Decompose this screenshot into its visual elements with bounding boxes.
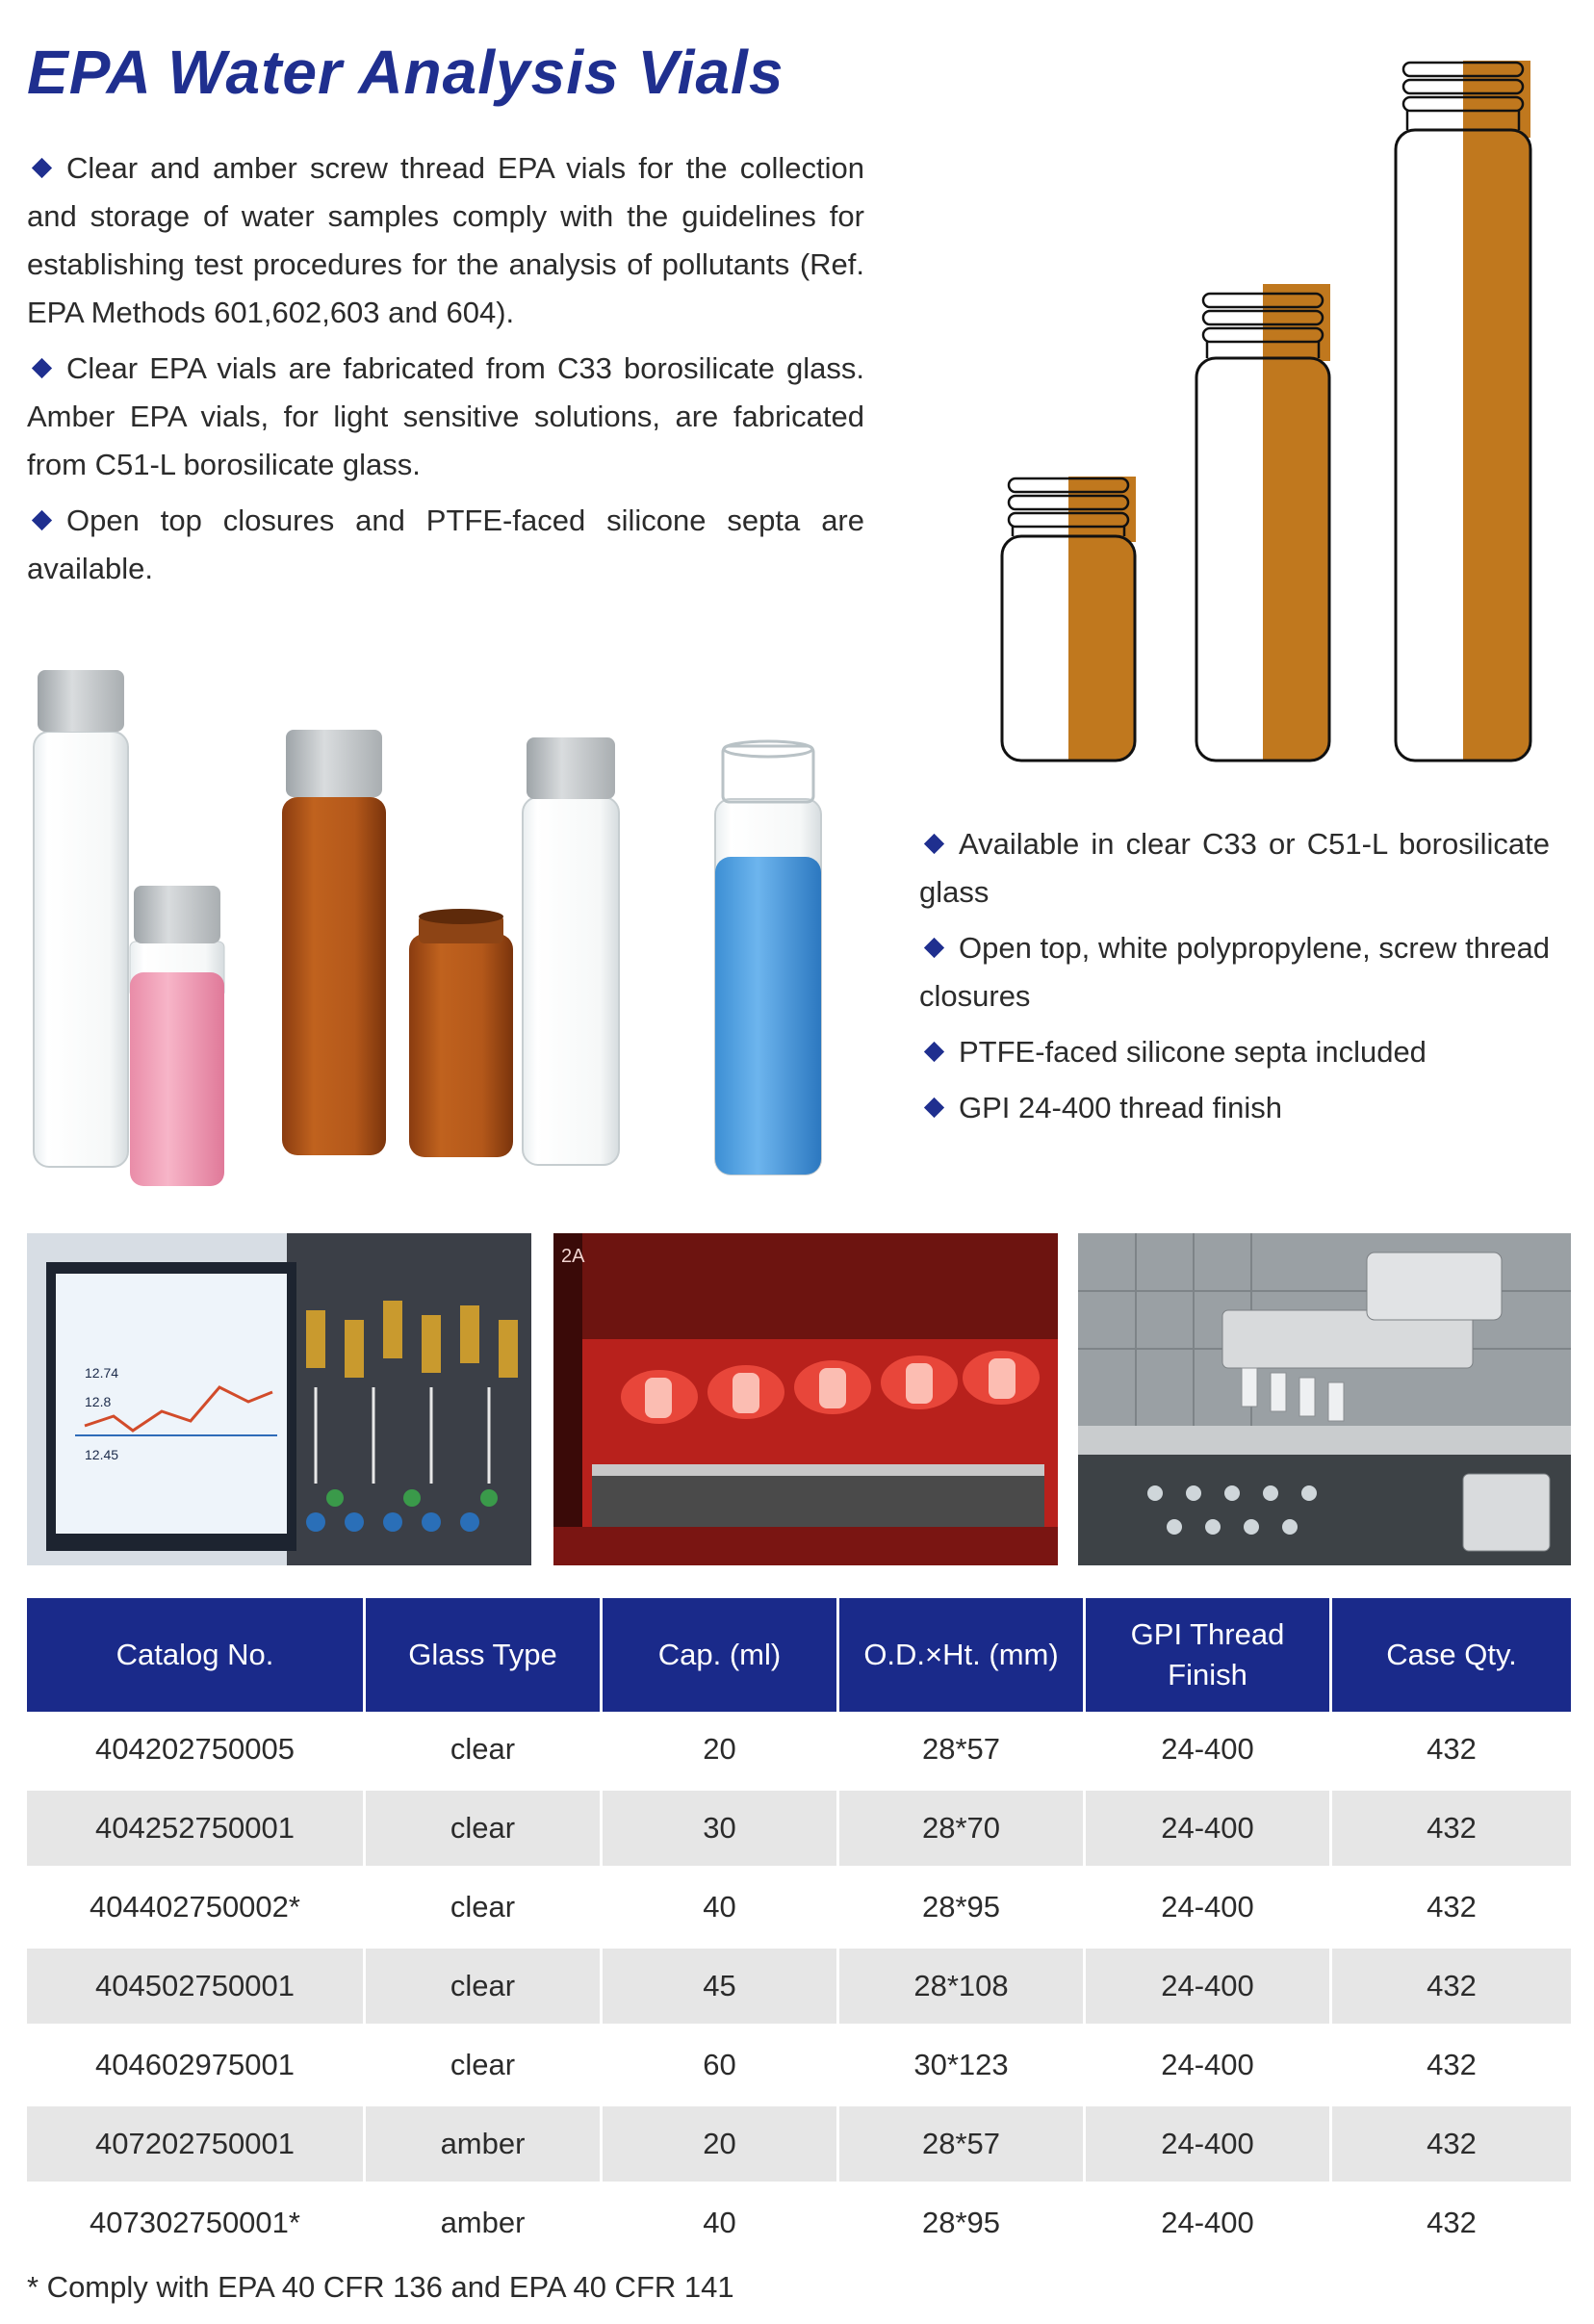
vial-outline-small — [1002, 477, 1136, 761]
vial-outline-large — [1396, 61, 1530, 761]
column-header-thread-finish: GPI Thread Finish — [1086, 1598, 1332, 1712]
spec-table — [27, 1598, 1571, 2264]
feature-bullet-text: Open top, white polypropylene, screw thread closures — [919, 931, 1550, 1013]
diamond-bullet-icon — [32, 158, 52, 178]
screen-label: 12.8 — [85, 1394, 112, 1409]
diamond-bullet-icon — [924, 1042, 944, 1062]
cell-capacity: 45 — [603, 1949, 839, 2027]
amber-vial-small — [409, 909, 513, 1157]
cell-glass-type: clear — [366, 1712, 603, 1791]
cell-capacity: 30 — [603, 1791, 839, 1870]
cell-catalog: 404202750005 — [27, 1712, 366, 1791]
intro-bullet — [27, 144, 864, 337]
column-header-glass-type: Glass Type — [366, 1598, 603, 1712]
screen-label: 12.74 — [85, 1365, 119, 1381]
diamond-bullet-icon — [32, 510, 52, 530]
cell-dimensions: 28*108 — [839, 1949, 1086, 2027]
amber-vial-tall — [282, 730, 386, 1155]
table-row — [27, 1949, 1571, 2027]
cell-dimensions: 28*95 — [839, 2185, 1086, 2264]
diamond-bullet-icon — [924, 834, 944, 854]
intro-bullet-text: Clear EPA vials are fabricated from C33 borosilicate glass. Amber EPA vials, for light sensitive solutions, are fabricated from C51-L borosilicate glass. — [27, 351, 864, 481]
cell-thread-finish: 24-400 — [1086, 1712, 1332, 1791]
cell-glass-type: amber — [366, 2185, 603, 2264]
cell-case-qty: 432 — [1332, 2027, 1571, 2106]
factory-photo-red-inspection — [553, 1233, 1058, 1565]
cell-thread-finish: 24-400 — [1086, 2106, 1332, 2185]
table-row — [27, 2106, 1571, 2185]
cell-case-qty: 432 — [1332, 1949, 1571, 2027]
intro-bullet — [27, 497, 864, 593]
cell-catalog: 407302750001* — [27, 2185, 366, 2264]
cell-dimensions: 28*57 — [839, 2106, 1086, 2185]
cell-catalog: 404602975001 — [27, 2027, 366, 2106]
cell-catalog: 404502750001 — [27, 1949, 366, 2027]
intro-bullet — [27, 345, 864, 489]
cell-capacity: 60 — [603, 2027, 839, 2106]
diamond-bullet-icon — [32, 358, 52, 378]
cell-capacity: 40 — [603, 1870, 839, 1949]
cell-glass-type: clear — [366, 1791, 603, 1870]
cell-thread-finish: 24-400 — [1086, 1949, 1332, 2027]
diamond-bullet-icon — [924, 938, 944, 958]
feature-bullet — [919, 924, 1550, 1020]
feature-bullets — [919, 820, 1550, 1140]
cell-case-qty: 432 — [1332, 1712, 1571, 1791]
cell-case-qty: 432 — [1332, 2185, 1571, 2264]
factory-photo-monitor — [27, 1233, 531, 1565]
cell-capacity: 20 — [603, 1712, 839, 1791]
cell-case-qty: 432 — [1332, 1870, 1571, 1949]
cell-capacity: 40 — [603, 2185, 839, 2264]
diamond-bullet-icon — [924, 1097, 944, 1118]
blue-vial — [715, 741, 821, 1175]
page-title: EPA Water Analysis Vials — [27, 38, 784, 107]
cell-thread-finish: 24-400 — [1086, 1870, 1332, 1949]
intro-bullet-text: Clear and amber screw thread EPA vials for the collection and storage of water samples comply with the guidelines for establishing test procedures for the analysis of pollutants (Ref. EPA Methods 601,602,603 and 604). — [27, 151, 864, 329]
feature-bullet-text: GPI 24-400 thread finish — [959, 1091, 1283, 1124]
table-row — [27, 2185, 1571, 2264]
feature-bullet — [919, 1084, 1550, 1132]
cell-capacity: 20 — [603, 2106, 839, 2185]
vials-product-photo — [24, 655, 852, 1194]
cell-dimensions: 28*95 — [839, 1870, 1086, 1949]
cell-case-qty: 432 — [1332, 1791, 1571, 1870]
feature-bullet-text: PTFE-faced silicone septa included — [959, 1035, 1427, 1069]
cell-thread-finish: 24-400 — [1086, 1791, 1332, 1870]
cell-glass-type: clear — [366, 1949, 603, 2027]
cell-glass-type: clear — [366, 1870, 603, 1949]
vial-outline-medium — [1196, 284, 1330, 761]
pink-vial — [130, 886, 224, 1186]
cell-catalog: 404252750001 — [27, 1791, 366, 1870]
cell-dimensions: 28*70 — [839, 1791, 1086, 1870]
table-row — [27, 1712, 1571, 1791]
column-header-capacity: Cap. (ml) — [603, 1598, 839, 1712]
clear-vial-medium — [523, 737, 619, 1165]
cell-thread-finish: 24-400 — [1086, 2027, 1332, 2106]
table-row — [27, 1870, 1571, 1949]
cell-catalog: 404402750002* — [27, 1870, 366, 1949]
cell-glass-type: amber — [366, 2106, 603, 2185]
machine-label: 2A — [561, 1246, 585, 1267]
feature-bullet — [919, 1028, 1550, 1076]
table-header-row — [27, 1598, 1571, 1712]
cell-dimensions: 28*57 — [839, 1712, 1086, 1791]
cell-dimensions: 30*123 — [839, 2027, 1086, 2106]
feature-bullet — [919, 820, 1550, 917]
cell-catalog: 407202750001 — [27, 2106, 366, 2185]
cell-glass-type: clear — [366, 2027, 603, 2106]
column-header-catalog: Catalog No. — [27, 1598, 366, 1712]
table-row — [27, 1791, 1571, 1870]
column-header-case-qty: Case Qty. — [1332, 1598, 1571, 1712]
intro-bullet-text: Open top closures and PTFE-faced silicone septa are available. — [27, 504, 864, 585]
table-row — [27, 2027, 1571, 2106]
vial-diagram — [991, 53, 1550, 775]
intro-bullets — [27, 144, 864, 601]
footnote: * Comply with EPA 40 CFR 136 and EPA 40 CFR 141 — [27, 2270, 734, 2304]
clear-vial-tall — [34, 670, 128, 1167]
cell-thread-finish: 24-400 — [1086, 2185, 1332, 2264]
column-header-dimensions: O.D.×Ht. (mm) — [839, 1598, 1086, 1712]
feature-bullet-text: Available in clear C33 or C51-L borosilicate glass — [919, 827, 1550, 909]
cell-case-qty: 432 — [1332, 2106, 1571, 2185]
screen-label: 12.45 — [85, 1447, 119, 1462]
factory-photo-robot-arm — [1078, 1233, 1571, 1565]
